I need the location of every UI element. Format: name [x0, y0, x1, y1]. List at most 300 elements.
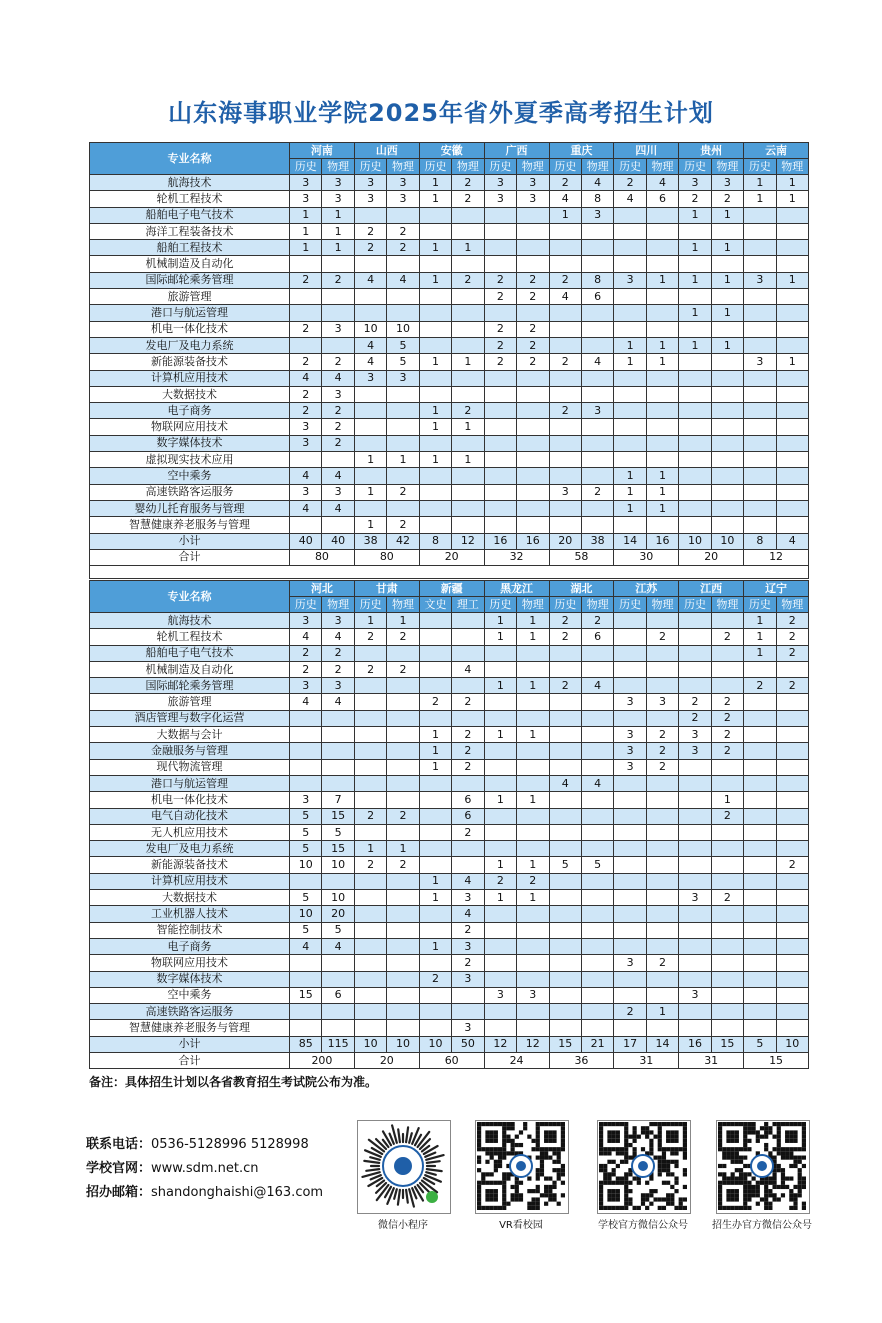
major-name: 大数据技术: [90, 386, 290, 402]
table-row: [90, 743, 809, 759]
quota-cell: 3: [354, 370, 386, 386]
quota-cell: [290, 759, 322, 775]
quota-cell: [517, 419, 549, 435]
quota-cell: 5: [290, 824, 322, 840]
quota-cell: 2: [484, 354, 516, 370]
quota-cell: [646, 938, 678, 954]
table-row: [90, 272, 809, 288]
quota-cell: [614, 305, 646, 321]
quota-cell: 4: [614, 191, 646, 207]
quota-cell: 2: [646, 743, 678, 759]
quota-cell: 1: [452, 419, 484, 435]
quota-cell: 1: [419, 191, 451, 207]
quota-cell: [581, 661, 613, 677]
quota-cell: [744, 223, 776, 239]
quota-cell: 1: [679, 240, 711, 256]
quota-cell: [484, 1020, 516, 1036]
quota-cell: [517, 955, 549, 971]
quota-cell: 1: [419, 873, 451, 889]
quota-cell: 2: [679, 710, 711, 726]
quota-cell: [776, 419, 808, 435]
quota-cell: [484, 955, 516, 971]
quota-cell: 6: [581, 629, 613, 645]
total-cell: 58: [549, 549, 614, 565]
quota-cell: [646, 419, 678, 435]
quota-cell: 2: [387, 857, 419, 873]
quota-cell: [419, 792, 451, 808]
province-header: 甘肃: [354, 581, 419, 597]
quota-cell: 3: [354, 191, 386, 207]
subtotal-label: 小计: [90, 533, 290, 549]
quota-cell: [679, 468, 711, 484]
quota-cell: 2: [322, 419, 354, 435]
quota-cell: [744, 1004, 776, 1020]
quota-cell: [679, 824, 711, 840]
quota-cell: [744, 890, 776, 906]
quota-cell: [549, 792, 581, 808]
quota-cell: 1: [419, 890, 451, 906]
quota-cell: [581, 1004, 613, 1020]
quota-cell: [517, 1004, 549, 1020]
quota-cell: [419, 484, 451, 500]
quota-cell: 2: [776, 645, 808, 661]
quota-cell: [354, 922, 386, 938]
quota-cell: [517, 841, 549, 857]
quota-cell: [614, 645, 646, 661]
quota-cell: [744, 938, 776, 954]
quota-cell: [452, 337, 484, 353]
quota-cell: [290, 1020, 322, 1036]
quota-cell: [679, 223, 711, 239]
quota-cell: [711, 500, 743, 516]
table-row: [90, 613, 809, 629]
quota-cell: [387, 792, 419, 808]
qr-pattern: [476, 1121, 566, 1211]
quota-cell: 5: [290, 841, 322, 857]
quota-cell: [549, 955, 581, 971]
quota-cell: 4: [549, 289, 581, 305]
quota-cell: [387, 775, 419, 791]
quota-cell: [776, 743, 808, 759]
track-header: 历史: [614, 597, 646, 613]
quota-cell: [387, 922, 419, 938]
quota-cell: [614, 370, 646, 386]
quota-cell: [517, 305, 549, 321]
quota-cell: 3: [744, 354, 776, 370]
quota-cell: [711, 873, 743, 889]
major-name: 空中乘务: [90, 987, 290, 1003]
quota-cell: 1: [290, 207, 322, 223]
quota-cell: [581, 808, 613, 824]
quota-cell: 4: [290, 694, 322, 710]
quota-cell: [646, 613, 678, 629]
quota-cell: [776, 890, 808, 906]
quota-cell: [776, 922, 808, 938]
quota-cell: [484, 207, 516, 223]
quota-cell: 2: [322, 661, 354, 677]
table-row: [90, 645, 809, 661]
quota-cell: [776, 337, 808, 353]
quota-cell: [776, 808, 808, 824]
quota-cell: [549, 1004, 581, 1020]
quota-cell: [581, 710, 613, 726]
quota-cell: 1: [484, 678, 516, 694]
total-cell: 60: [419, 1053, 484, 1069]
quota-cell: [776, 1004, 808, 1020]
quota-cell: [387, 727, 419, 743]
quota-cell: [581, 938, 613, 954]
quota-cell: [776, 484, 808, 500]
quota-cell: [646, 240, 678, 256]
quota-cell: [679, 419, 711, 435]
quota-cell: 1: [387, 452, 419, 468]
table-row: [90, 1004, 809, 1020]
quota-cell: 2: [646, 629, 678, 645]
quota-cell: [354, 207, 386, 223]
quota-cell: [581, 240, 613, 256]
quota-cell: [744, 661, 776, 677]
quota-cell: [744, 759, 776, 775]
quota-cell: [419, 775, 451, 791]
quota-cell: [646, 824, 678, 840]
quota-cell: [484, 517, 516, 533]
quota-cell: [387, 938, 419, 954]
quota-cell: [290, 289, 322, 305]
quota-cell: 3: [290, 175, 322, 191]
track-header: 历史: [549, 159, 581, 175]
quota-cell: [387, 305, 419, 321]
quota-cell: [711, 517, 743, 533]
quota-cell: [387, 468, 419, 484]
quota-cell: [419, 337, 451, 353]
quota-cell: 1: [419, 403, 451, 419]
quota-cell: [517, 775, 549, 791]
quota-cell: [581, 452, 613, 468]
qr-caption-school-wechat: 学校官方微信公众号: [598, 1220, 688, 1231]
quota-cell: 2: [452, 694, 484, 710]
quota-cell: 3: [290, 191, 322, 207]
quota-cell: [581, 824, 613, 840]
quota-cell: 4: [549, 775, 581, 791]
table-row: [90, 386, 809, 402]
quota-cell: 1: [711, 207, 743, 223]
quota-cell: 3: [517, 175, 549, 191]
quota-cell: 3: [290, 435, 322, 451]
quota-cell: [581, 987, 613, 1003]
quota-cell: 3: [614, 743, 646, 759]
quota-cell: 4: [581, 354, 613, 370]
subtotal-cell: 14: [646, 1036, 678, 1052]
quota-cell: 2: [711, 890, 743, 906]
quota-cell: [581, 922, 613, 938]
quota-cell: 1: [419, 743, 451, 759]
major-name: 旅游管理: [90, 289, 290, 305]
quota-cell: [614, 808, 646, 824]
quota-cell: [744, 971, 776, 987]
quota-cell: 2: [679, 694, 711, 710]
total-cell: 200: [290, 1053, 355, 1069]
quota-cell: 4: [290, 370, 322, 386]
quota-cell: [517, 922, 549, 938]
quota-cell: 2: [419, 971, 451, 987]
quota-cell: 2: [646, 759, 678, 775]
quota-cell: 2: [549, 678, 581, 694]
quota-cell: [776, 321, 808, 337]
total-row: [90, 1053, 809, 1069]
major-name: 数字媒体技术: [90, 971, 290, 987]
quota-cell: [679, 1004, 711, 1020]
quota-cell: [679, 386, 711, 402]
quota-cell: [744, 710, 776, 726]
quota-cell: [452, 468, 484, 484]
quota-cell: 2: [452, 955, 484, 971]
quota-cell: 6: [581, 289, 613, 305]
table-row: [90, 468, 809, 484]
quota-cell: [679, 403, 711, 419]
quota-cell: [517, 500, 549, 516]
quota-cell: [679, 321, 711, 337]
quota-cell: 2: [354, 857, 386, 873]
quota-cell: [549, 419, 581, 435]
website-link[interactable]: www.sdm.net.cn: [151, 1161, 259, 1176]
quota-cell: [354, 645, 386, 661]
quota-cell: [290, 305, 322, 321]
major-name: 轮机工程技术: [90, 629, 290, 645]
mini-program-pattern: [358, 1121, 448, 1211]
quota-cell: [711, 403, 743, 419]
quota-cell: [419, 207, 451, 223]
quota-cell: [387, 824, 419, 840]
quota-cell: [354, 403, 386, 419]
total-cell: 80: [290, 549, 355, 565]
quota-cell: [452, 207, 484, 223]
quota-cell: [452, 775, 484, 791]
quota-cell: 2: [322, 435, 354, 451]
quota-cell: 4: [354, 354, 386, 370]
quota-cell: 2: [711, 191, 743, 207]
quota-cell: 6: [322, 987, 354, 1003]
quota-cell: [711, 906, 743, 922]
quota-cell: 2: [290, 645, 322, 661]
track-header: 文史: [419, 597, 451, 613]
admissions-wechat-qr-icon: [716, 1120, 810, 1214]
quota-cell: 5: [290, 922, 322, 938]
province-header: 四川: [614, 143, 679, 159]
quota-cell: 5: [290, 890, 322, 906]
major-name: 物联网应用技术: [90, 419, 290, 435]
quota-cell: [744, 727, 776, 743]
quota-cell: [452, 857, 484, 873]
major-name: 国际邮轮乘务管理: [90, 272, 290, 288]
quota-cell: [776, 207, 808, 223]
quota-cell: 2: [387, 240, 419, 256]
total-cell: 20: [679, 549, 744, 565]
quota-cell: [711, 289, 743, 305]
quota-cell: [711, 824, 743, 840]
quota-cell: [776, 370, 808, 386]
quota-cell: [679, 354, 711, 370]
quota-cell: 1: [354, 452, 386, 468]
quota-cell: 1: [419, 419, 451, 435]
quota-cell: 1: [679, 337, 711, 353]
quota-cell: 1: [290, 240, 322, 256]
qr-caption-vr: VR看校园: [499, 1220, 543, 1231]
quota-cell: [581, 906, 613, 922]
quota-cell: [744, 792, 776, 808]
quota-cell: [646, 857, 678, 873]
enrollment-table-1: [89, 142, 809, 566]
quota-cell: [549, 987, 581, 1003]
quota-cell: 2: [776, 678, 808, 694]
page-title: 山东海事职业学院2025年省外夏季高考招生计划: [168, 99, 714, 127]
quota-cell: [419, 955, 451, 971]
subtotal-cell: 15: [711, 1036, 743, 1052]
province-header: 辽宁: [744, 581, 809, 597]
quota-cell: 4: [290, 500, 322, 516]
quota-cell: [776, 710, 808, 726]
quota-cell: [711, 256, 743, 272]
major-name: 虚拟现实技术应用: [90, 452, 290, 468]
quota-cell: 15: [322, 808, 354, 824]
quota-cell: [679, 857, 711, 873]
quota-cell: 1: [517, 857, 549, 873]
quota-cell: 2: [290, 403, 322, 419]
quota-cell: 15: [290, 987, 322, 1003]
quota-cell: [484, 759, 516, 775]
quota-cell: 2: [387, 808, 419, 824]
total-row: [90, 549, 809, 565]
quota-cell: [744, 775, 776, 791]
quota-cell: [290, 337, 322, 353]
quota-cell: 10: [387, 321, 419, 337]
quota-cell: [744, 419, 776, 435]
quota-cell: 1: [290, 223, 322, 239]
quota-cell: 3: [354, 175, 386, 191]
quota-cell: [517, 971, 549, 987]
quota-cell: [646, 971, 678, 987]
quota-cell: [387, 419, 419, 435]
quota-cell: [646, 289, 678, 305]
major-name: 大数据技术: [90, 890, 290, 906]
quota-cell: 2: [646, 727, 678, 743]
quota-cell: [776, 1020, 808, 1036]
quota-cell: 4: [322, 468, 354, 484]
quota-cell: [776, 938, 808, 954]
table-row: [90, 727, 809, 743]
table-row: [90, 661, 809, 677]
quota-cell: 4: [581, 678, 613, 694]
quota-cell: [387, 906, 419, 922]
quota-cell: [484, 661, 516, 677]
quota-cell: 1: [776, 191, 808, 207]
quota-cell: [744, 857, 776, 873]
quota-cell: [776, 727, 808, 743]
major-name: 船舶工程技术: [90, 240, 290, 256]
quota-cell: 2: [776, 629, 808, 645]
quota-cell: 3: [322, 678, 354, 694]
track-header: 历史: [679, 159, 711, 175]
email-link[interactable]: shandonghaishi@163.com: [151, 1185, 324, 1200]
quota-cell: [776, 223, 808, 239]
major-name: 新能源装备技术: [90, 354, 290, 370]
quota-cell: 10: [354, 321, 386, 337]
quota-cell: [646, 452, 678, 468]
quota-cell: [711, 452, 743, 468]
quota-cell: [711, 321, 743, 337]
quota-cell: 1: [517, 890, 549, 906]
quota-cell: 1: [744, 191, 776, 207]
quota-cell: [711, 1020, 743, 1036]
quota-cell: 4: [322, 938, 354, 954]
quota-cell: 3: [290, 419, 322, 435]
quota-cell: [484, 452, 516, 468]
quota-cell: 2: [484, 289, 516, 305]
quota-cell: [744, 743, 776, 759]
quota-cell: 1: [744, 175, 776, 191]
track-header: 物理: [711, 597, 743, 613]
table-row: [90, 337, 809, 353]
track-header: 历史: [679, 597, 711, 613]
quota-cell: 1: [614, 500, 646, 516]
quota-cell: [614, 256, 646, 272]
quota-cell: 1: [646, 468, 678, 484]
quota-cell: 3: [484, 987, 516, 1003]
quota-cell: 1: [646, 272, 678, 288]
quota-cell: [549, 645, 581, 661]
quota-cell: 6: [452, 792, 484, 808]
quota-cell: 5: [549, 857, 581, 873]
major-name: 航海技术: [90, 613, 290, 629]
quota-cell: [549, 743, 581, 759]
quota-cell: [452, 613, 484, 629]
quota-cell: [646, 873, 678, 889]
quota-cell: [679, 517, 711, 533]
table-row: [90, 191, 809, 207]
quota-cell: [419, 857, 451, 873]
track-header: 历史: [419, 159, 451, 175]
quota-cell: 2: [419, 694, 451, 710]
quota-cell: [387, 710, 419, 726]
quota-cell: [484, 906, 516, 922]
quota-cell: 1: [452, 452, 484, 468]
quota-cell: [354, 256, 386, 272]
quota-cell: [484, 710, 516, 726]
quota-cell: 1: [419, 727, 451, 743]
quota-cell: 2: [614, 175, 646, 191]
quota-cell: 1: [354, 484, 386, 500]
quota-cell: [387, 971, 419, 987]
quota-cell: [354, 710, 386, 726]
quota-cell: 4: [452, 906, 484, 922]
quota-cell: [484, 971, 516, 987]
quota-cell: [646, 435, 678, 451]
header-row: [90, 581, 809, 597]
quota-cell: [290, 971, 322, 987]
quota-cell: [614, 971, 646, 987]
quota-cell: [776, 955, 808, 971]
quota-cell: [679, 922, 711, 938]
quota-cell: [517, 468, 549, 484]
quota-cell: 2: [517, 354, 549, 370]
table-row: [90, 403, 809, 419]
quota-cell: 2: [517, 272, 549, 288]
quota-cell: 2: [290, 272, 322, 288]
quota-cell: 3: [452, 890, 484, 906]
major-name: 船舶电子电气技术: [90, 645, 290, 661]
quota-cell: [354, 727, 386, 743]
quota-cell: [679, 452, 711, 468]
quota-cell: 3: [614, 727, 646, 743]
